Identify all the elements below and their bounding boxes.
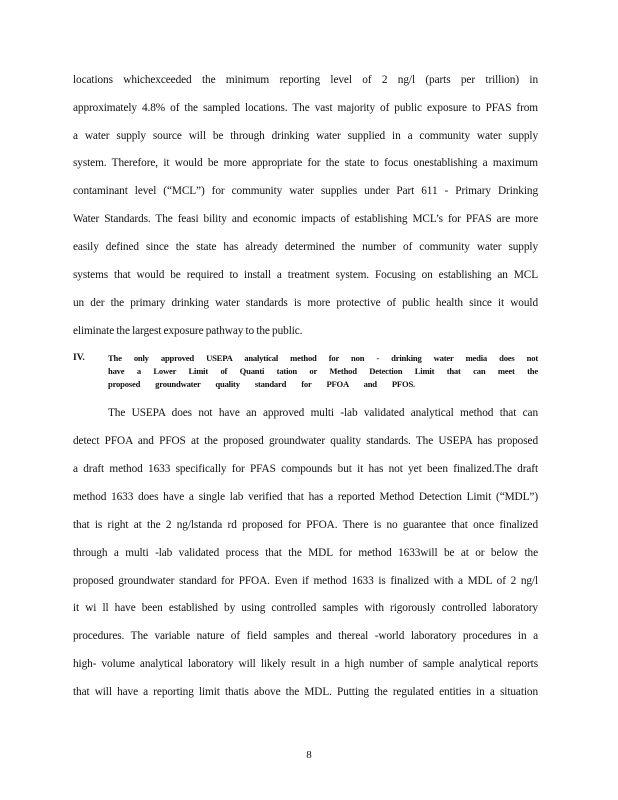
text-line: it wi ll have been established by using controlled samples with rigorously controlled laboratory — [73, 602, 538, 614]
text-line: through a multi -lab validated process that the MDL for method 1633will be at or below the — [73, 547, 538, 559]
text-line: locations whichexceeded the minimum reporting level of 2 ng/l (parts per trillion) in — [73, 74, 538, 86]
text-line: a water supply source will be through drinking water supplied in a community water supply — [73, 130, 538, 142]
text-line: eliminate the largest exposure pathway to the public. — [73, 325, 303, 337]
text-line: a draft method 1633 specifically for PFAS compounds but it has not yet been finalized.The draft — [73, 463, 538, 475]
text-line: method 1633 does have a single lab verified that has a reported Method Detection Limit (“MDL”) — [73, 491, 538, 503]
section-number: IV. — [73, 353, 85, 363]
heading-line: have a Lower Limit of Quanti tation or Method Detection Limit that can meet the — [108, 366, 538, 376]
text-line: procedures. The variable nature of field samples and thereal -world laboratory procedures in a — [73, 630, 538, 642]
text-line: Water Standards. The feasi bility and economic impacts of establishing MCL’s for PFAS are more — [73, 213, 538, 225]
text-line: systems that would be required to install a treatment system. Focusing on establishing an MCL — [73, 269, 538, 281]
text-line: proposed groundwater standard for PFOA. Even if method 1633 is finalized with a MDL of 2 ng/l — [73, 575, 538, 587]
text-line: detect PFOA and PFOS at the proposed groundwater quality standards. The USEPA has proposed — [73, 435, 538, 447]
page-number: 8 — [306, 749, 312, 761]
text-line: that is right at the 2 ng/lstanda rd proposed for PFOA. There is no guarantee that once finalized — [73, 519, 538, 531]
text-line: that will have a reporting limit thatis above the MDL. Putting the regulated entities in a situation — [73, 686, 538, 698]
text-line: approximately 4.8% of the sampled locations. The vast majority of public exposure to PFAS from — [73, 102, 538, 114]
text-line: system. Therefore, it would be more appropriate for the state to focus onestablishing a maximum — [73, 157, 538, 169]
heading-line: proposed groundwater quality standard for PFOA and PFOS. — [108, 379, 415, 389]
heading-line: The only approved USEPA analytical method for non - drinking water media does not — [108, 353, 538, 363]
text-line: The USEPA does not have an approved multi -lab validated analytical method that can — [108, 407, 538, 419]
text-line: contaminant level (“MCL”) for community water supplies under Part 611 - Primary Drinking — [73, 185, 538, 197]
text-line: un der the primary drinking water standards is more protective of public health since it would — [73, 297, 538, 309]
text-line: high- volume analytical laboratory will likely result in a high number of sample analytical reports — [73, 658, 538, 670]
text-line: easily defined since the state has already determined the number of community water supply — [73, 241, 538, 253]
